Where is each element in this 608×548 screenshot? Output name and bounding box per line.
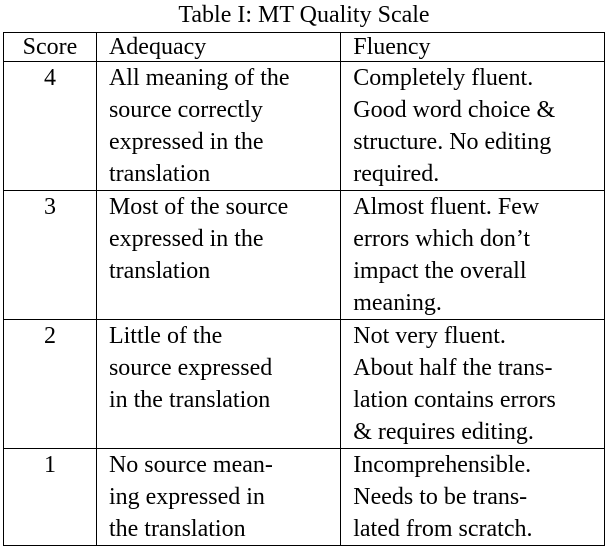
adequacy-line: source expressed [108, 355, 273, 381]
adequacy-line: expressed in the [108, 226, 264, 252]
table-row [4, 62, 605, 191]
header-fluency: Fluency [341, 33, 605, 62]
adequacy-line: Most of the source [108, 194, 289, 220]
table-header-row [4, 33, 605, 62]
adequacy-line: ing expressed in [108, 484, 265, 510]
fluency-cell [341, 320, 605, 449]
fluency-cell [341, 191, 605, 320]
adequacy-line: Little of the [108, 323, 223, 349]
adequacy-line: in the translation [108, 387, 271, 413]
fluency-line: errors which don’t [353, 226, 531, 252]
adequacy-line: translation [108, 258, 211, 284]
table-row [4, 449, 605, 546]
adequacy-cell [96, 449, 340, 546]
mt-quality-table [3, 32, 605, 546]
score-cell: 1 [4, 449, 97, 546]
adequacy-line: source correctly [108, 97, 263, 123]
header-score: Score [4, 33, 97, 62]
adequacy-line: translation [108, 161, 211, 187]
adequacy-line: No source mean- [108, 452, 273, 478]
score-cell: 3 [4, 191, 97, 320]
fluency-line: Good word choice & [353, 97, 556, 123]
score-cell: 4 [4, 62, 97, 191]
fluency-line: Not very fluent. [353, 323, 506, 349]
fluency-line: lated from scratch. [353, 516, 533, 542]
table-row [4, 191, 605, 320]
adequacy-line: expressed in the [108, 129, 264, 155]
fluency-line: impact the overall [353, 258, 527, 284]
fluency-line: structure. No editing [353, 129, 552, 155]
fluency-line: & requires editing. [353, 419, 534, 445]
fluency-line: meaning. [353, 290, 442, 316]
adequacy-cell [96, 320, 340, 449]
fluency-line: Almost fluent. Few [353, 194, 540, 220]
adequacy-line: the translation [108, 516, 246, 542]
adequacy-cell [96, 62, 340, 191]
adequacy-line: All meaning of the [108, 65, 290, 91]
header-adequacy: Adequacy [96, 33, 340, 62]
score-cell: 2 [4, 320, 97, 449]
fluency-line: About half the trans- [353, 355, 553, 381]
fluency-cell [341, 449, 605, 546]
fluency-line: Needs to be trans- [353, 484, 528, 510]
fluency-line: Incomprehensible. [353, 452, 532, 478]
fluency-line: required. [353, 161, 440, 187]
adequacy-cell [96, 191, 340, 320]
fluency-line: Completely fluent. [353, 65, 534, 91]
fluency-cell [341, 62, 605, 191]
fluency-line: lation contains errors [353, 387, 556, 413]
table-caption: Table I: MT Quality Scale [178, 2, 430, 28]
table-row [4, 320, 605, 449]
